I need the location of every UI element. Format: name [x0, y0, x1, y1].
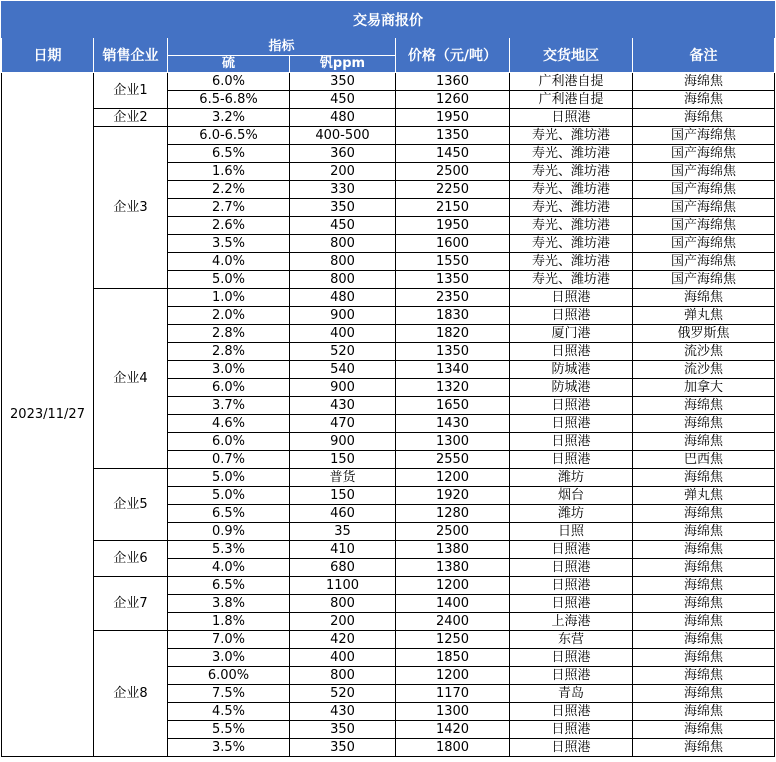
sulfur-cell: 3.5%: [168, 235, 290, 253]
price-cell: 1920: [396, 487, 510, 505]
sulfur-cell: 3.0%: [168, 649, 290, 667]
remark-cell: 海绵焦: [633, 667, 775, 685]
delivery-cell: 东营: [510, 631, 633, 649]
header-indicators: 指标: [168, 38, 396, 56]
vanadium-cell: 普货: [290, 469, 396, 487]
company-cell: 企业7: [94, 577, 168, 631]
vanadium-cell: 430: [290, 703, 396, 721]
sulfur-cell: 5.0%: [168, 469, 290, 487]
price-cell: 1250: [396, 631, 510, 649]
header-sulfur: 硫: [168, 56, 290, 73]
sulfur-cell: 7.0%: [168, 631, 290, 649]
delivery-cell: 日照港: [510, 109, 633, 127]
price-cell: 1830: [396, 307, 510, 325]
remark-cell: 俄罗斯焦: [633, 325, 775, 343]
price-cell: 1320: [396, 379, 510, 397]
vanadium-cell: 520: [290, 343, 396, 361]
sulfur-cell: 6.00%: [168, 667, 290, 685]
price-cell: 1260: [396, 91, 510, 109]
price-cell: 1430: [396, 415, 510, 433]
sulfur-cell: 2.7%: [168, 199, 290, 217]
delivery-cell: 青岛: [510, 685, 633, 703]
remark-cell: 海绵焦: [633, 559, 775, 577]
sulfur-cell: 5.5%: [168, 721, 290, 739]
delivery-cell: 厦门港: [510, 325, 633, 343]
table-row: [2, 127, 775, 145]
remark-cell: 海绵焦: [633, 523, 775, 541]
sulfur-cell: 2.6%: [168, 217, 290, 235]
price-cell: 1400: [396, 595, 510, 613]
remark-cell: 弹丸焦: [633, 307, 775, 325]
delivery-cell: 日照港: [510, 307, 633, 325]
sulfur-cell: 5.3%: [168, 541, 290, 559]
sulfur-cell: 5.0%: [168, 271, 290, 289]
sulfur-cell: 7.5%: [168, 685, 290, 703]
vanadium-cell: 460: [290, 505, 396, 523]
sulfur-cell: 6.0%: [168, 73, 290, 91]
vanadium-cell: 400-500: [290, 127, 396, 145]
price-cell: 1170: [396, 685, 510, 703]
vanadium-cell: 450: [290, 217, 396, 235]
remark-cell: 国产海绵焦: [633, 217, 775, 235]
header-vanadium: 钒ppm: [290, 56, 396, 73]
sulfur-cell: 2.0%: [168, 307, 290, 325]
date-cell: 2023/11/27: [2, 73, 94, 757]
delivery-cell: 日照港: [510, 433, 633, 451]
sulfur-cell: 6.5%: [168, 145, 290, 163]
sulfur-cell: 1.6%: [168, 163, 290, 181]
vanadium-cell: 480: [290, 109, 396, 127]
table-row: [2, 631, 775, 649]
price-cell: 1300: [396, 433, 510, 451]
price-cell: 2500: [396, 523, 510, 541]
remark-cell: 海绵焦: [633, 721, 775, 739]
price-cell: 2500: [396, 163, 510, 181]
delivery-cell: 寿光、潍坊港: [510, 217, 633, 235]
remark-cell: 流沙焦: [633, 361, 775, 379]
remark-cell: 海绵焦: [633, 541, 775, 559]
vanadium-cell: 200: [290, 163, 396, 181]
price-cell: 2250: [396, 181, 510, 199]
company-cell: 企业6: [94, 541, 168, 577]
vanadium-cell: 410: [290, 541, 396, 559]
sulfur-cell: 3.8%: [168, 595, 290, 613]
delivery-cell: 寿光、潍坊港: [510, 181, 633, 199]
delivery-cell: 日照港: [510, 577, 633, 595]
vanadium-cell: 420: [290, 631, 396, 649]
remark-cell: 海绵焦: [633, 613, 775, 631]
vanadium-cell: 330: [290, 181, 396, 199]
sulfur-cell: 0.7%: [168, 451, 290, 469]
price-cell: 1340: [396, 361, 510, 379]
vanadium-cell: 480: [290, 289, 396, 307]
vanadium-cell: 800: [290, 253, 396, 271]
delivery-cell: 日照港: [510, 541, 633, 559]
delivery-cell: 日照: [510, 523, 633, 541]
sulfur-cell: 6.5%: [168, 577, 290, 595]
sulfur-cell: 6.0%: [168, 433, 290, 451]
vanadium-cell: 150: [290, 487, 396, 505]
table-title: 交易商报价: [2, 2, 775, 38]
remark-cell: 弹丸焦: [633, 487, 775, 505]
remark-cell: 海绵焦: [633, 631, 775, 649]
remark-cell: 流沙焦: [633, 343, 775, 361]
sulfur-cell: 4.0%: [168, 559, 290, 577]
vanadium-cell: 350: [290, 739, 396, 757]
delivery-cell: 日照港: [510, 289, 633, 307]
sulfur-cell: 1.0%: [168, 289, 290, 307]
remark-cell: 海绵焦: [633, 469, 775, 487]
price-cell: 1350: [396, 343, 510, 361]
remark-cell: 国产海绵焦: [633, 181, 775, 199]
sulfur-cell: 4.0%: [168, 253, 290, 271]
price-cell: 1350: [396, 271, 510, 289]
remark-cell: 国产海绵焦: [633, 145, 775, 163]
quote-table-body: [2, 73, 775, 757]
price-cell: 1650: [396, 397, 510, 415]
sulfur-cell: 1.8%: [168, 613, 290, 631]
remark-cell: 海绵焦: [633, 415, 775, 433]
price-cell: 2150: [396, 199, 510, 217]
vanadium-cell: 350: [290, 199, 396, 217]
vanadium-cell: 400: [290, 325, 396, 343]
vanadium-cell: 150: [290, 451, 396, 469]
sulfur-cell: 6.0%: [168, 379, 290, 397]
price-cell: 1380: [396, 559, 510, 577]
company-cell: 企业4: [94, 289, 168, 469]
vanadium-cell: 800: [290, 667, 396, 685]
company-cell: 企业8: [94, 631, 168, 757]
remark-cell: 海绵焦: [633, 73, 775, 91]
header-delivery: 交货地区: [510, 38, 633, 73]
vanadium-cell: 400: [290, 649, 396, 667]
sulfur-cell: 6.0-6.5%: [168, 127, 290, 145]
price-cell: 1550: [396, 253, 510, 271]
vanadium-cell: 35: [290, 523, 396, 541]
price-cell: 2550: [396, 451, 510, 469]
vanadium-cell: 900: [290, 379, 396, 397]
delivery-cell: 潍坊: [510, 505, 633, 523]
delivery-cell: 寿光、潍坊港: [510, 253, 633, 271]
vanadium-cell: 800: [290, 235, 396, 253]
vanadium-cell: 430: [290, 397, 396, 415]
sulfur-cell: 3.7%: [168, 397, 290, 415]
remark-cell: 海绵焦: [633, 397, 775, 415]
price-cell: 2350: [396, 289, 510, 307]
remark-cell: 海绵焦: [633, 649, 775, 667]
price-cell: 1360: [396, 73, 510, 91]
vanadium-cell: 450: [290, 91, 396, 109]
price-cell: 1200: [396, 577, 510, 595]
vanadium-cell: 350: [290, 73, 396, 91]
header-remark: 备注: [633, 38, 775, 73]
vanadium-cell: 350: [290, 721, 396, 739]
delivery-cell: 日照港: [510, 721, 633, 739]
header-date: 日期: [2, 38, 94, 73]
remark-cell: 海绵焦: [633, 577, 775, 595]
header-company: 销售企业: [94, 38, 168, 73]
delivery-cell: 广利港自提: [510, 73, 633, 91]
quote-table: [1, 1, 775, 757]
sulfur-cell: 3.5%: [168, 739, 290, 757]
sulfur-cell: 4.5%: [168, 703, 290, 721]
remark-cell: 国产海绵焦: [633, 271, 775, 289]
delivery-cell: 烟台: [510, 487, 633, 505]
delivery-cell: 日照港: [510, 703, 633, 721]
price-cell: 1600: [396, 235, 510, 253]
company-cell: 企业2: [94, 109, 168, 127]
vanadium-cell: 1100: [290, 577, 396, 595]
header-price: 价格（元/吨）: [396, 38, 510, 73]
price-cell: 1800: [396, 739, 510, 757]
delivery-cell: 日照港: [510, 667, 633, 685]
price-cell: 1300: [396, 703, 510, 721]
vanadium-cell: 800: [290, 595, 396, 613]
delivery-cell: 上海港: [510, 613, 633, 631]
delivery-cell: 日照港: [510, 397, 633, 415]
remark-cell: 海绵焦: [633, 109, 775, 127]
table-row: [2, 577, 775, 595]
remark-cell: 国产海绵焦: [633, 235, 775, 253]
delivery-cell: 寿光、潍坊港: [510, 127, 633, 145]
vanadium-cell: 900: [290, 433, 396, 451]
vanadium-cell: 200: [290, 613, 396, 631]
remark-cell: 海绵焦: [633, 91, 775, 109]
delivery-cell: 寿光、潍坊港: [510, 235, 633, 253]
price-cell: 1200: [396, 667, 510, 685]
delivery-cell: 日照港: [510, 451, 633, 469]
remark-cell: 海绵焦: [633, 685, 775, 703]
remark-cell: 海绵焦: [633, 289, 775, 307]
sulfur-cell: 3.0%: [168, 361, 290, 379]
sulfur-cell: 2.2%: [168, 181, 290, 199]
table-row: [2, 469, 775, 487]
delivery-cell: 日照港: [510, 343, 633, 361]
company-cell: 企业1: [94, 73, 168, 109]
sulfur-cell: 4.6%: [168, 415, 290, 433]
table-row: [2, 73, 775, 91]
price-cell: 1450: [396, 145, 510, 163]
remark-cell: 加拿大: [633, 379, 775, 397]
price-cell: 1950: [396, 109, 510, 127]
vanadium-cell: 360: [290, 145, 396, 163]
delivery-cell: 日照港: [510, 649, 633, 667]
company-cell: 企业5: [94, 469, 168, 541]
delivery-cell: 寿光、潍坊港: [510, 271, 633, 289]
delivery-cell: 寿光、潍坊港: [510, 145, 633, 163]
vanadium-cell: 540: [290, 361, 396, 379]
remark-cell: 国产海绵焦: [633, 253, 775, 271]
delivery-cell: 潍坊: [510, 469, 633, 487]
vanadium-cell: 470: [290, 415, 396, 433]
vanadium-cell: 680: [290, 559, 396, 577]
delivery-cell: 防城港: [510, 361, 633, 379]
delivery-cell: 日照港: [510, 415, 633, 433]
sulfur-cell: 2.8%: [168, 325, 290, 343]
remark-cell: 海绵焦: [633, 703, 775, 721]
delivery-cell: 寿光、潍坊港: [510, 199, 633, 217]
sulfur-cell: 5.0%: [168, 487, 290, 505]
delivery-cell: 日照港: [510, 595, 633, 613]
delivery-cell: 日照港: [510, 739, 633, 757]
price-cell: 1350: [396, 127, 510, 145]
sulfur-cell: 6.5%: [168, 505, 290, 523]
price-cell: 1850: [396, 649, 510, 667]
remark-cell: 海绵焦: [633, 595, 775, 613]
remark-cell: 巴西焦: [633, 451, 775, 469]
sulfur-cell: 0.9%: [168, 523, 290, 541]
price-cell: 1820: [396, 325, 510, 343]
remark-cell: 海绵焦: [633, 505, 775, 523]
vanadium-cell: 900: [290, 307, 396, 325]
price-cell: 2400: [396, 613, 510, 631]
table-row: [2, 541, 775, 559]
table-row: [2, 109, 775, 127]
remark-cell: 国产海绵焦: [633, 127, 775, 145]
sulfur-cell: 2.8%: [168, 343, 290, 361]
price-cell: 1200: [396, 469, 510, 487]
remark-cell: 海绵焦: [633, 739, 775, 757]
remark-cell: 国产海绵焦: [633, 163, 775, 181]
vanadium-cell: 800: [290, 271, 396, 289]
price-cell: 1950: [396, 217, 510, 235]
delivery-cell: 防城港: [510, 379, 633, 397]
price-cell: 1380: [396, 541, 510, 559]
price-cell: 1420: [396, 721, 510, 739]
sulfur-cell: 3.2%: [168, 109, 290, 127]
vanadium-cell: 520: [290, 685, 396, 703]
remark-cell: 海绵焦: [633, 433, 775, 451]
price-cell: 1280: [396, 505, 510, 523]
company-cell: 企业3: [94, 127, 168, 289]
table-row: [2, 289, 775, 307]
sulfur-cell: 6.5-6.8%: [168, 91, 290, 109]
delivery-cell: 寿光、潍坊港: [510, 163, 633, 181]
delivery-cell: 广利港自提: [510, 91, 633, 109]
remark-cell: 国产海绵焦: [633, 199, 775, 217]
delivery-cell: 日照港: [510, 559, 633, 577]
